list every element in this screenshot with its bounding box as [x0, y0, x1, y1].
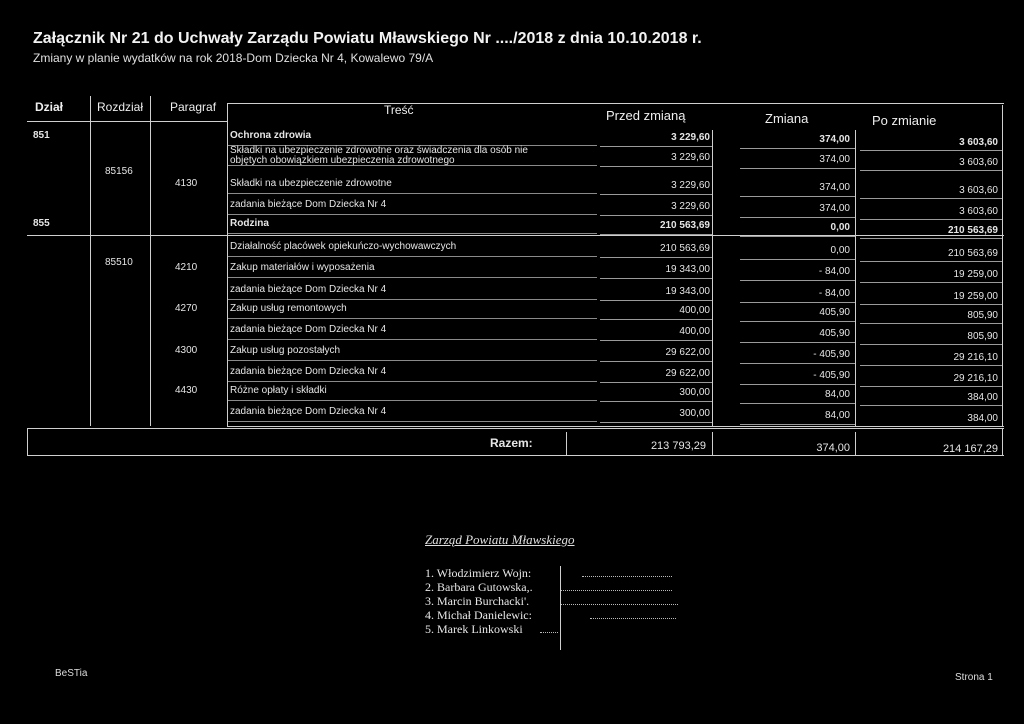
row-po-zmianie: 19 259,00: [953, 269, 998, 280]
row-zmiana: 374,00: [819, 203, 850, 214]
row-po-zmianie: 805,90: [967, 331, 998, 342]
row-po-zmianie: 384,00: [967, 413, 998, 424]
row-po-zmianie: 19 259,00: [953, 291, 998, 302]
total-po: 214 167,29: [942, 443, 998, 455]
row-przed-zmiana: 19 343,00: [665, 286, 710, 297]
total-zmiana: 374,00: [816, 442, 850, 454]
row-zmiana: - 405,90: [813, 349, 850, 360]
row-paragraf: 4300: [175, 345, 198, 356]
row-przed-zmiana: 400,00: [679, 305, 710, 316]
row-tresc: Składki na ubezpieczenie zdrowotne: [230, 178, 392, 189]
signature-line: [560, 604, 678, 605]
row-tresc: Składki na ubezpieczenie zdrowotne oraz świadczenia dla osób nie objętych obowiązkiem ubezpieczenia zdrowotnego: [230, 145, 528, 166]
page-number: Strona 1: [955, 672, 993, 683]
row-po-zmianie: 805,90: [967, 310, 998, 321]
row-tresc: Zakup materiałów i wyposażenia: [230, 262, 375, 273]
signature-line: [560, 590, 672, 591]
row-przed-zmiana: 29 622,00: [665, 347, 710, 358]
row-po-zmianie: 29 216,10: [953, 352, 998, 363]
row-przed-zmiana: 210 563,69: [659, 243, 710, 254]
row-tresc: zadania bieżące Dom Dziecka Nr 4: [230, 199, 387, 210]
row-po-zmianie: 210 563,69: [947, 225, 998, 236]
row-paragraf: 4430: [175, 385, 198, 396]
row-po-zmianie: 3 603,60: [959, 206, 998, 217]
row-dzial: 855: [33, 218, 50, 229]
row-paragraf: 4270: [175, 303, 198, 314]
row-tresc: Zakup usług pozostałych: [230, 345, 341, 356]
signature-line: [582, 576, 672, 577]
signature-member: 4. Michał Danielewic:: [425, 608, 532, 622]
col-header-po: Po zmianie: [872, 113, 937, 128]
row-zmiana: - 84,00: [818, 288, 850, 299]
row-przed-zmiana: 3 229,60: [671, 180, 710, 191]
row-zmiana: 405,90: [819, 328, 850, 339]
footer-software-label: BeSTia: [55, 668, 88, 679]
row-zmiana: - 84,00: [818, 266, 850, 277]
row-zmiana: 374,00: [819, 154, 850, 165]
row-przed-zmiana: 400,00: [679, 326, 710, 337]
row-po-zmianie: 3 603,60: [959, 137, 998, 148]
row-po-zmianie: 3 603,60: [959, 157, 998, 168]
row-tresc: zadania bieżące Dom Dziecka Nr 4: [230, 366, 387, 377]
row-rozdzial: 85156: [105, 166, 133, 177]
signature-line: [590, 618, 676, 619]
row-przed-zmiana: 19 343,00: [665, 264, 710, 275]
row-paragraf: 4130: [175, 178, 198, 189]
row-przed-zmiana: 300,00: [679, 387, 710, 398]
signature-member: 3. Marcin Burchacki'.: [425, 594, 530, 608]
signature-member: 5. Marek Linkowski: [425, 622, 523, 636]
row-dzial: 851: [33, 130, 50, 141]
col-header-dzial: Dział: [35, 100, 64, 114]
signature-line: [540, 632, 558, 633]
row-przed-zmiana: 29 622,00: [665, 368, 710, 379]
page-title: Załącznik Nr 21 do Uchwały Zarządu Powiatu Mławskiego Nr ..../2018 z dnia 10.10.2018 r.: [33, 30, 702, 47]
row-przed-zmiana: 3 229,60: [671, 152, 710, 163]
row-zmiana: 374,00: [819, 134, 850, 145]
col-header-tresc: Treść: [384, 103, 414, 117]
row-tresc: Rodzina: [230, 218, 269, 229]
row-po-zmianie: 384,00: [967, 392, 998, 403]
signature-heading: Zarząd Powiatu Mławskiego: [425, 532, 575, 547]
row-zmiana: - 405,90: [813, 370, 850, 381]
row-zmiana: 0,00: [830, 245, 850, 256]
row-tresc: Różne opłaty i składki: [230, 385, 327, 396]
col-header-rozdzial: Rozdział: [97, 100, 144, 114]
signature-member: 1. Włodzimierz Wojn:: [425, 566, 532, 580]
page-subtitle: Zmiany w planie wydatków na rok 2018-Dom Dziecka Nr 4, Kowalewo 79/A: [33, 51, 434, 65]
row-rozdzial: 85510: [105, 257, 133, 268]
signature-block: [425, 532, 575, 548]
signature-member: 2. Barbara Gutowska,.: [425, 580, 533, 594]
total-przed: 213 793,29: [650, 440, 706, 452]
row-paragraf: 4210: [175, 262, 198, 273]
row-zmiana: 0,00: [830, 222, 850, 233]
col-header-paragraf: Paragraf: [170, 100, 217, 114]
row-po-zmianie: 3 603,60: [959, 185, 998, 196]
col-header-zmiana: Zmiana: [765, 111, 809, 126]
row-przed-zmiana: 210 563,69: [659, 220, 710, 231]
row-tresc: zadania bieżące Dom Dziecka Nr 4: [230, 324, 387, 335]
row-po-zmianie: 29 216,10: [953, 373, 998, 384]
total-label: Razem:: [490, 436, 533, 450]
row-tresc: Działalność placówek opiekuńczo-wychowawczych: [230, 241, 457, 252]
row-zmiana: 84,00: [824, 389, 850, 400]
row-zmiana: 405,90: [819, 307, 850, 318]
row-tresc: zadania bieżące Dom Dziecka Nr 4: [230, 406, 387, 417]
row-tresc: zadania bieżące Dom Dziecka Nr 4: [230, 284, 387, 295]
row-przed-zmiana: 300,00: [679, 408, 710, 419]
row-po-zmianie: 210 563,69: [947, 248, 998, 259]
row-przed-zmiana: 3 229,60: [671, 201, 710, 212]
row-zmiana: 84,00: [824, 410, 850, 421]
col-header-przed: Przed zmianą: [606, 108, 686, 123]
row-zmiana: 374,00: [819, 182, 850, 193]
row-tresc: Zakup usług remontowych: [230, 303, 347, 314]
row-tresc: Ochrona zdrowia: [230, 130, 312, 141]
row-przed-zmiana: 3 229,60: [671, 132, 710, 143]
